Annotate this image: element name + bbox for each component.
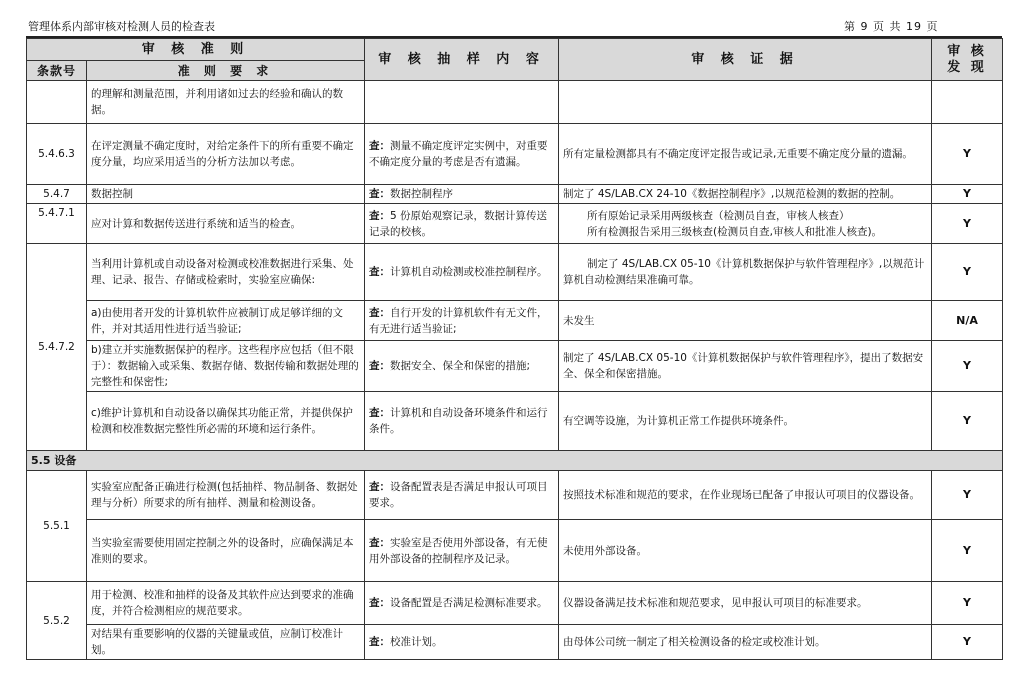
finding-header-line2: 发 现 <box>947 59 987 75</box>
clause-cell: 5.5.1 <box>27 471 87 582</box>
sampling-cell <box>365 625 559 660</box>
evidence-line: 所有原始记录采用两级核查（检测员自查，审核人核查） <box>587 209 850 222</box>
section-title: 5.5 设备 <box>27 451 1003 471</box>
evidence-cell: 仪器设备满足技术标准和规范要求，见申报认可项目的标准要求。 <box>559 582 932 625</box>
clause-cell <box>27 81 87 124</box>
requirement-cell: b)建立并实施数据保护的程序。这些程序应包括（但不限于）：数据输入或采集、数据存储、数据传输和数据处理的完整性和保密性; <box>87 341 365 392</box>
sampling-text: 自行开发的计算机软件有无文件，有无进行适当验证; <box>369 306 548 335</box>
table-row <box>27 204 1003 244</box>
finding-cell: Y <box>932 520 1003 582</box>
clause-cell: 5.4.6.3 <box>27 124 87 185</box>
page-header <box>28 18 1000 34</box>
sampling-text: 设备配置是否满足检测标准要求。 <box>390 597 548 609</box>
evidence-cell: 未使用外部设备。 <box>559 520 932 582</box>
evidence-text: 制定了 4S/LAB.CX 05-10《计算机数据保护与软件管理程序》,以规范计算机自动检测结果准确可靠。 <box>563 258 925 286</box>
check-label: 查： <box>369 481 391 493</box>
sampling-header: 审 核 抽 样 内 容 <box>365 39 559 81</box>
table-row <box>27 520 1003 582</box>
table-row <box>27 582 1003 625</box>
sampling-cell <box>365 341 559 392</box>
check-label: 查： <box>369 636 391 648</box>
requirement-cell: a)由使用者开发的计算机软件应被制订成足够详细的文件，并对其适用性进行适当验证; <box>87 301 365 341</box>
check-label: 查： <box>369 209 391 222</box>
requirement-cell: 实验室应配备正确进行检测(包括抽样、物品制备、数据处理与分析）所要求的所有抽样、测量和检测设备。 <box>87 471 365 520</box>
finding-cell: Y <box>932 625 1003 660</box>
sampling-text: 5 份原始观察记录，数据计算传送记录的校核。 <box>369 209 548 238</box>
check-label: 查： <box>369 140 391 152</box>
finding-header-line1: 审 核 <box>947 43 987 59</box>
sampling-cell <box>365 124 559 185</box>
evidence-cell: 由母体公司统一制定了相关检测设备的检定或校准计划。 <box>559 625 932 660</box>
sampling-cell <box>365 204 559 244</box>
requirement-cell: 对结果有重要影响的仪器的关键量或值，应制订校准计划。 <box>87 625 365 660</box>
page-number: 第 9 页 共 19 页 <box>844 20 939 33</box>
finding-cell: N/A <box>932 301 1003 341</box>
table-row <box>27 185 1003 204</box>
document-title: 管理体系内部审核对检测人员的检查表 <box>28 20 215 33</box>
table-row <box>27 301 1003 341</box>
requirement-cell: 在评定测量不确定度时，对给定条件下的所有重要不确定度分量，均应采用适当的分析方法加以考虑。 <box>87 124 365 185</box>
sampling-text: 计算机和自动设备环境条件和运行条件。 <box>369 407 548 435</box>
clause-no-header: 条款号 <box>27 61 87 81</box>
evidence-cell: 制定了 4S/LAB.CX 05-10《计算机数据保护与软件管理程序》，提出了数据安全、保全和保密措施。 <box>559 341 932 392</box>
evidence-line: 所有检测报告采用三级核查(检测员自查,审核人和批准人核查)。 <box>587 225 883 238</box>
sampling-text: 测量不确定度评定实例中，对重要不确定度分量的考虑是否有遗漏。 <box>369 140 548 168</box>
sampling-cell <box>365 582 559 625</box>
finding-cell: Y <box>932 185 1003 204</box>
sampling-cell <box>365 301 559 341</box>
check-label: 查： <box>369 306 391 319</box>
check-label: 查： <box>369 597 391 609</box>
evidence-cell <box>559 81 932 124</box>
sampling-cell <box>365 520 559 582</box>
finding-cell: Y <box>932 124 1003 185</box>
sampling-cell <box>365 471 559 520</box>
requirement-header: 准 则 要 求 <box>87 61 365 81</box>
table-row <box>27 124 1003 185</box>
sampling-text: 实验室是否使用外部设备，有无使用外部设备的控制程序及记录。 <box>369 536 548 565</box>
evidence-cell <box>559 244 932 301</box>
finding-header <box>932 39 1003 81</box>
table-row <box>27 244 1003 301</box>
sampling-cell <box>365 244 559 301</box>
requirement-cell: 当利用计算机或自动设备对检测或校准数据进行采集、处理、记录、报告、存储或检索时，实验室应确保: <box>87 244 365 301</box>
sampling-cell <box>365 81 559 124</box>
clause-cell: 5.4.7 <box>27 185 87 204</box>
finding-cell: Y <box>932 244 1003 301</box>
evidence-cell: 所有定量检测都具有不确定度评定报告或记录,无重要不确定度分量的遗漏。 <box>559 124 932 185</box>
clause-cell: 5.4.7.2 <box>27 244 87 451</box>
sampling-text: 数据安全、保全和保密的措施; <box>390 360 531 372</box>
requirement-cell: 应对计算和数据传送进行系统和适当的检查。 <box>87 204 365 244</box>
sampling-text: 设备配置表是否满足申报认可项目要求。 <box>369 481 548 509</box>
table-row <box>27 392 1003 451</box>
sampling-text: 计算机自动检测或校准控制程序。 <box>390 266 548 278</box>
clause-cell: 5.4.7.1 <box>27 204 87 244</box>
finding-cell: Y <box>932 471 1003 520</box>
audit-checklist-table <box>26 38 1003 660</box>
requirement-cell: 当实验室需要使用固定控制之外的设备时，应确保满足本准则的要求。 <box>87 520 365 582</box>
table-row <box>27 81 1003 124</box>
check-label: 查： <box>369 188 391 200</box>
criteria-header: 审 核 准 则 <box>27 39 365 61</box>
clause-cell: 5.5.2 <box>27 582 87 660</box>
evidence-header: 审 核 证 据 <box>559 39 932 81</box>
requirement-cell: 用于检测、校准和抽样的设备及其软件应达到要求的准确度，并符合检测相应的规范要求。 <box>87 582 365 625</box>
check-label: 查： <box>369 536 391 549</box>
table-row <box>27 341 1003 392</box>
section-row <box>27 451 1003 471</box>
sampling-text: 校准计划。 <box>390 636 443 648</box>
finding-cell: Y <box>932 341 1003 392</box>
sampling-text: 数据控制程序 <box>390 188 454 200</box>
check-label: 查： <box>369 407 391 419</box>
requirement-cell: 的理解和测量范围，并利用诸如过去的经验和确认的数据。 <box>87 81 365 124</box>
finding-cell: Y <box>932 582 1003 625</box>
requirement-cell: c)维护计算机和自动设备以确保其功能正常，并提供保护检测和校准数据完整性所必需的环境和运行条件。 <box>87 392 365 451</box>
check-label: 查： <box>369 360 391 372</box>
finding-cell: Y <box>932 392 1003 451</box>
evidence-cell <box>559 204 932 244</box>
evidence-cell: 按照技术标准和规范的要求，在作业现场已配备了申报认可项目的仪器设备。 <box>559 471 932 520</box>
check-label: 查： <box>369 266 391 278</box>
finding-cell <box>932 81 1003 124</box>
table-row <box>27 625 1003 660</box>
evidence-cell: 有空调等设施，为计算机正常工作提供环境条件。 <box>559 392 932 451</box>
finding-cell: Y <box>932 204 1003 244</box>
sampling-cell <box>365 392 559 451</box>
sampling-cell <box>365 185 559 204</box>
evidence-cell: 未发生 <box>559 301 932 341</box>
requirement-cell: 数据控制 <box>87 185 365 204</box>
table-row <box>27 471 1003 520</box>
evidence-cell: 制定了 4S/LAB.CX 24-10《数据控制程序》,以规范检测的数据的控制。 <box>559 185 932 204</box>
